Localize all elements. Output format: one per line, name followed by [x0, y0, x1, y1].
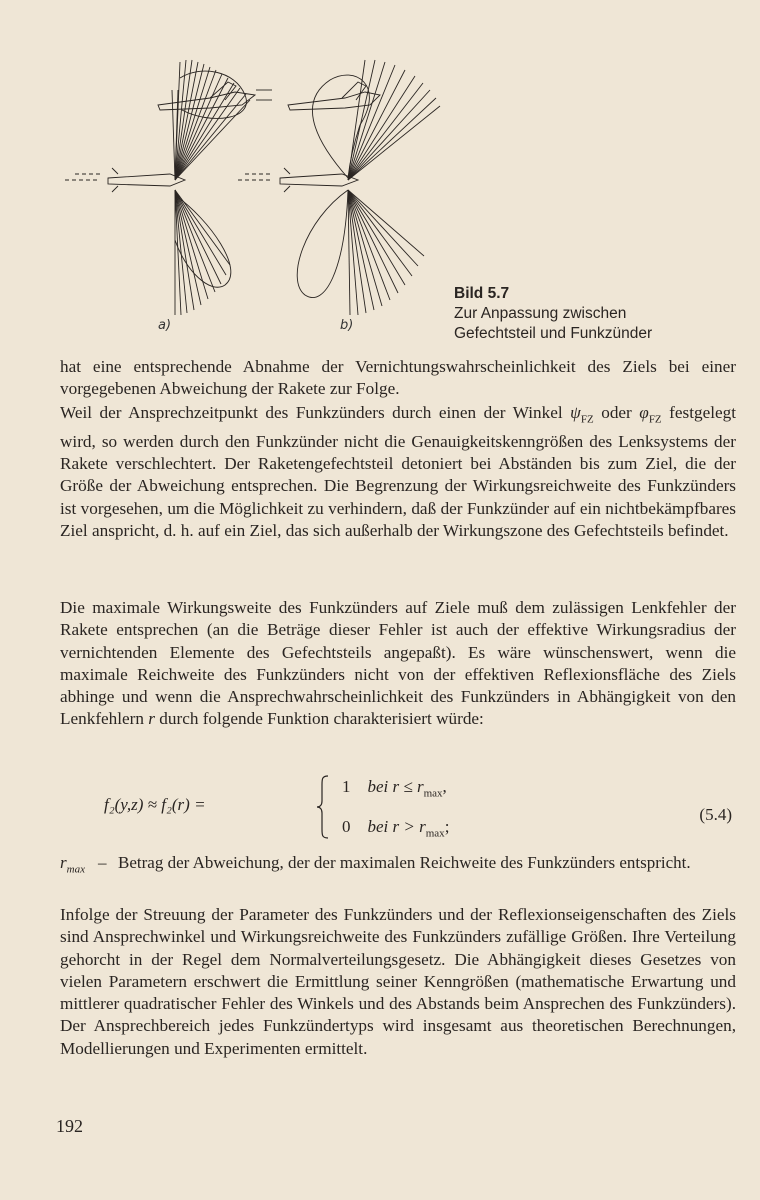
case-2-value: 0 — [342, 817, 351, 836]
paragraph-3 — [60, 597, 736, 731]
equation-lhs: f₂(y,z) ≈ f₂(r) = — [104, 795, 206, 814]
figure-5-7 — [60, 50, 460, 350]
panel-b-upper-lobe — [312, 60, 440, 180]
psi-subscript: FZ — [580, 413, 594, 426]
case-2-sub: max — [425, 827, 445, 840]
definition-symbol — [60, 852, 85, 880]
figure-label-b: b) — [340, 318, 354, 333]
case-1-sub: max — [423, 787, 443, 800]
definition-dash: – — [98, 853, 107, 872]
r-symbol: r — [148, 709, 155, 729]
case-2-end: ; — [444, 817, 450, 836]
paragraph-2-text — [60, 402, 736, 542]
psi-symbol: ψ — [570, 403, 581, 422]
equation-5-4 — [60, 775, 736, 839]
case-1-end: , — [442, 777, 447, 796]
panel-a-target-aircraft — [158, 82, 272, 110]
page-number: 192 — [56, 1116, 83, 1136]
equation-case-1 — [342, 777, 447, 799]
panel-a-missile — [65, 168, 185, 192]
case-2-condition: bei r > r — [367, 817, 426, 836]
panel-b-lower-lobes — [297, 190, 424, 315]
definition-symbol-sub: max — [66, 863, 85, 876]
phi-subscript: FZ — [648, 413, 662, 426]
equation-case-2 — [342, 817, 449, 839]
paragraph-3-text — [60, 597, 736, 731]
missile-fuze-diagram — [60, 50, 460, 350]
case-1-value: 1 — [342, 777, 351, 796]
caption-line-2: Gefechtsteil und Funkzünder — [454, 325, 653, 342]
paragraph-1-text: hat eine entsprechende Abnahme der Vernichtungswahrscheinlichkeit des Ziels bei einer vorgegebenen Abweichung der Rakete zur Folge. — [60, 357, 736, 399]
figure-caption — [454, 284, 652, 344]
p2-text-c: festgelegt wird, so werden durch den Funkzünder nicht die Genauigkeitskenngrößen des Lenksystems der Rakete verschlechtert. Der Raketengefechtsteil detoniert bei Abständen bis zum Ziel, die der Größe der Abweichung entsprechen. Die Begrenzung der Wirkungsreichweite des Funkzünders ist vorgesehen, um die Möglichkeit zu verhindern, daß der Funkzünder auf ein nichtbekämpfbares Ziel anspricht, d. h. auf ein Ziel, das sich außerhalb der Wirkungszone des Gefechtsteils befindet. — [60, 403, 736, 540]
panel-a-lower-lobe — [175, 190, 231, 315]
paragraph-2 — [60, 402, 736, 542]
equation-number: (5.4) — [699, 805, 732, 824]
definition-symbol-r: r — [60, 853, 67, 872]
panel-b-target-aircraft — [288, 82, 380, 110]
paragraph-4 — [60, 904, 736, 1060]
figure-label-a: a) — [158, 318, 172, 333]
phi-symbol: φ — [639, 403, 649, 422]
panel-a-upper-fan — [172, 60, 250, 180]
caption-title: Bild 5.7 — [454, 285, 510, 302]
case-1-condition: bei r ≤ r — [367, 777, 424, 796]
caption-line-1: Zur Anpassung zwischen — [454, 305, 627, 322]
symbol-definition — [60, 852, 736, 874]
p3-text-a: Die maximale Wirkungsweite des Funkzünders auf Ziele muß dem zulässigen Lenkfehler der Rakete entsprechen (an die Beträge dieser Fehler ist auch der effektive Wirkungsradius der vernichtenden Elemente des Gefechtsteils angepaßt). Es wäre wünschenswert, wenn die maximale Reichweite des Funkzünders nicht von der effektiven Reflexionsfläche des Ziels abhinge und wenn die Ansprechwahrscheinlichkeit des Funkzünders in Abhängigkeit von den Lenkfehlern — [60, 598, 736, 729]
p2-text-a: Weil der Ansprechzeitpunkt des Funkzünders durch einen der Winkel — [60, 403, 571, 422]
left-brace — [316, 775, 330, 839]
p2-text-b: oder — [593, 403, 640, 422]
definition-text: Betrag der Abweichung, der der maximalen Reichweite des Funkzünders entspricht. — [118, 853, 691, 872]
p3-text-b: durch folgende Funktion charakterisiert würde: — [154, 709, 484, 729]
panel-b-missile — [238, 168, 358, 192]
paragraph-4-text: Infolge der Streuung der Parameter des Funkzünders und der Reflexionseigenschaften des Ziels sind Ansprechwinkel und Wirkungsreichweite des Funkzünders zufällige Größen. Ihre Verteilung gehorcht in der Regel dem Normalverteilungsgesetz. Die Abhängigkeit dieses Gesetzes von vielen Parametern erschwert die Ermittlung seiner Kenngrößen (mathematische Erwartung und mittlerer quadratischer Fehler des Winkels und des Abstands beim Ansprechen des Funkzünders). Der Ansprechbereich jedes Funkzündertyps wird insgesamt aus theoretischen Berechnungen, Modellierungen und Experimenten ermittelt. — [60, 905, 736, 1058]
paragraph-1 — [60, 356, 736, 401]
